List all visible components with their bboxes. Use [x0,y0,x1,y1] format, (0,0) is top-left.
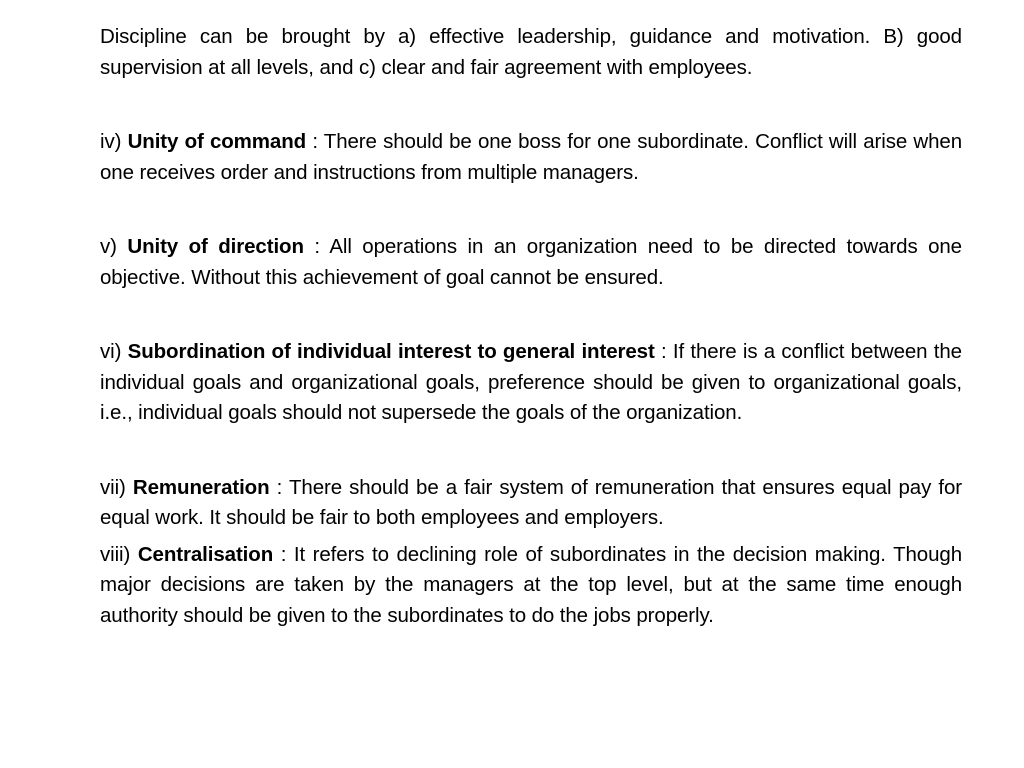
term-description: : All operations in an organization need to be directed towards one objective. Without this achievement of goal cannot be ensured. [100,235,962,289]
item-number: iv) [100,130,128,153]
term-description: : There should be one boss for one subordinate. Conflict will arise when one receives order and instructions from multiple managers. [100,130,962,184]
slide-body [100,22,962,631]
item-number: v) [100,235,128,258]
item-number: vii) [100,475,133,499]
item-number: vi) [100,340,128,363]
term-description: : There should be a fair system of remuneration that ensures equal pay for equal work. It should be fair to both employees and employers. [100,475,962,529]
term-heading: Remuneration [132,475,270,499]
term-description: : If there is a conflict between the individual goals and organizational goals, preference should be given to organizational goals, i.e., individual goals should not supersede the goals of the organization. [100,340,962,424]
paragraph-unity-of-command [100,127,962,188]
discipline-text: Discipline can be brought by a) effective leadership, guidance and motivation. B) good supervision at all levels, and c) clear and fair agreement with employees. [100,25,962,79]
term-heading: Centralisation [137,542,274,566]
paragraph-discipline [100,22,962,83]
paragraph-unity-of-direction [100,232,962,293]
term-heading: Unity of command [127,130,307,153]
paragraph-centralisation [100,540,962,632]
term-heading: Subordination of individual interest to general interest [127,340,655,363]
item-number: viii) [100,542,138,566]
paragraph-subordination [100,337,962,429]
term-description: : It refers to declining role of subordinates in the decision making. Though major decisions are taken by the managers at the top level, but at the same time enough authority should be given to the subordinates to do the jobs properly. [100,542,962,627]
paragraph-remuneration [100,473,962,534]
term-heading: Unity of direction [127,235,304,258]
